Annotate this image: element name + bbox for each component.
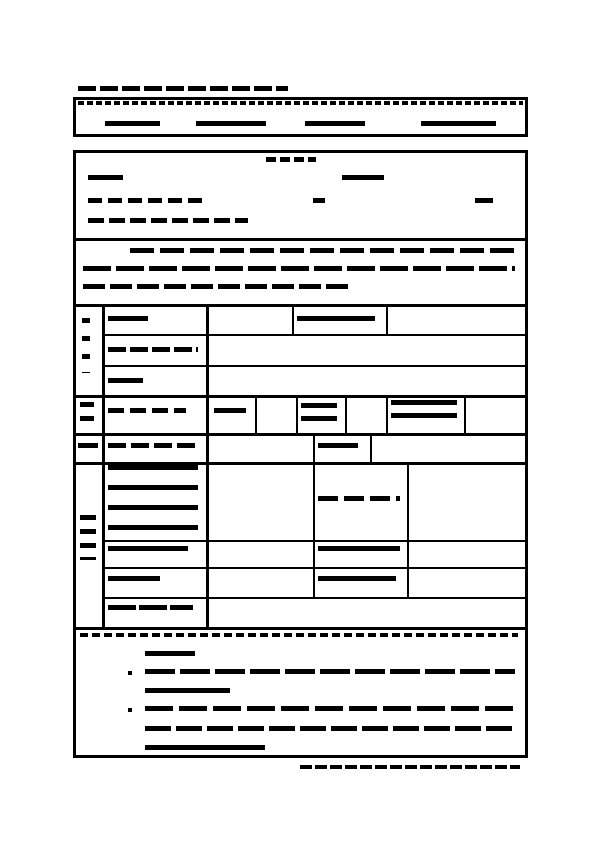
- divider-applicant: [73, 238, 528, 241]
- applicant-label-mid-2: [313, 198, 325, 203]
- section-a-row2-label: [108, 347, 198, 352]
- notes-item-2b: [145, 726, 515, 731]
- section-d-row3-label2: [318, 576, 396, 581]
- section-d-row3-label: [108, 576, 160, 581]
- section-d-row4-label: [108, 605, 193, 610]
- section-b-side-label: [80, 402, 94, 427]
- section-c-side-label: [78, 443, 98, 448]
- applicant-label-right-1: [342, 175, 384, 180]
- applicant-label-1: [88, 175, 123, 180]
- header-top-row: [78, 101, 523, 105]
- header-cell-4: [421, 121, 496, 126]
- statement-line-2: [83, 266, 515, 271]
- left-column-line: [102, 305, 105, 629]
- applicant-label-right-2: [475, 198, 493, 203]
- statement-line-3: [83, 284, 353, 289]
- section-a-row2-bottom: [103, 365, 528, 367]
- section-b-div-4: [386, 397, 388, 433]
- section-d-row1-bottom: [103, 540, 528, 542]
- section-d-bottom: [73, 627, 528, 630]
- section-c-div-1: [313, 435, 315, 463]
- section-a-row1-mid: [292, 305, 294, 335]
- section-b-sub2: [301, 403, 337, 423]
- notes-item-1b: [145, 688, 230, 693]
- section-d-row3-bottom: [103, 597, 528, 599]
- section-a-row1-bottom: [103, 334, 528, 336]
- notes-item-2a: [145, 706, 515, 711]
- applicant-heading: [266, 157, 316, 162]
- notes-bullet-2: [128, 708, 132, 712]
- header-cell-1: [105, 121, 160, 126]
- section-d-row1-label2: [318, 496, 400, 501]
- section-d-div-1: [313, 464, 315, 598]
- section-d-row2-label2: [318, 546, 400, 551]
- section-a-row3-label: [108, 378, 143, 383]
- notes-item-2c: [145, 745, 265, 750]
- section-a-bottom: [73, 395, 528, 398]
- title-ink: [78, 86, 288, 91]
- section-d-row1-label: [108, 465, 198, 535]
- statement-line-1: [130, 248, 515, 253]
- section-b-sub1: [214, 408, 246, 413]
- section-b-bottom: [73, 433, 528, 436]
- main-form: [73, 150, 528, 758]
- section-c-div-2: [370, 435, 372, 463]
- section-a-row1-label2: [297, 316, 375, 321]
- section-b-div-2: [296, 397, 298, 433]
- notes-item-1a: [145, 669, 515, 674]
- applicant-label-2: [88, 198, 208, 203]
- section-c-row-label2: [318, 443, 358, 448]
- notes-sub: [145, 651, 195, 656]
- header-cell-3: [305, 121, 365, 126]
- notes-heading: [80, 633, 518, 637]
- notes-bullet-1: [128, 671, 132, 675]
- section-b-div-5: [464, 397, 466, 433]
- section-a-row1-label: [108, 316, 148, 321]
- section-d-row2-label: [108, 546, 188, 551]
- section-b-div-3: [345, 397, 347, 433]
- applicant-label-3: [88, 218, 248, 223]
- section-d-div-2: [407, 464, 409, 598]
- divider-statement: [73, 304, 528, 307]
- section-c-row-label: [108, 443, 196, 448]
- section-a-side-label: [82, 318, 90, 373]
- header-cell-2: [196, 121, 266, 126]
- section-a-row1-mid2: [386, 305, 388, 335]
- section-d-row2-bottom: [103, 567, 528, 569]
- section-b-sub3: [391, 400, 457, 425]
- footer-text: [300, 765, 520, 769]
- section-b-row-label: [108, 408, 186, 413]
- label-column-line: [206, 305, 209, 629]
- section-d-side-label: [80, 515, 96, 560]
- section-b-div-1: [255, 397, 257, 433]
